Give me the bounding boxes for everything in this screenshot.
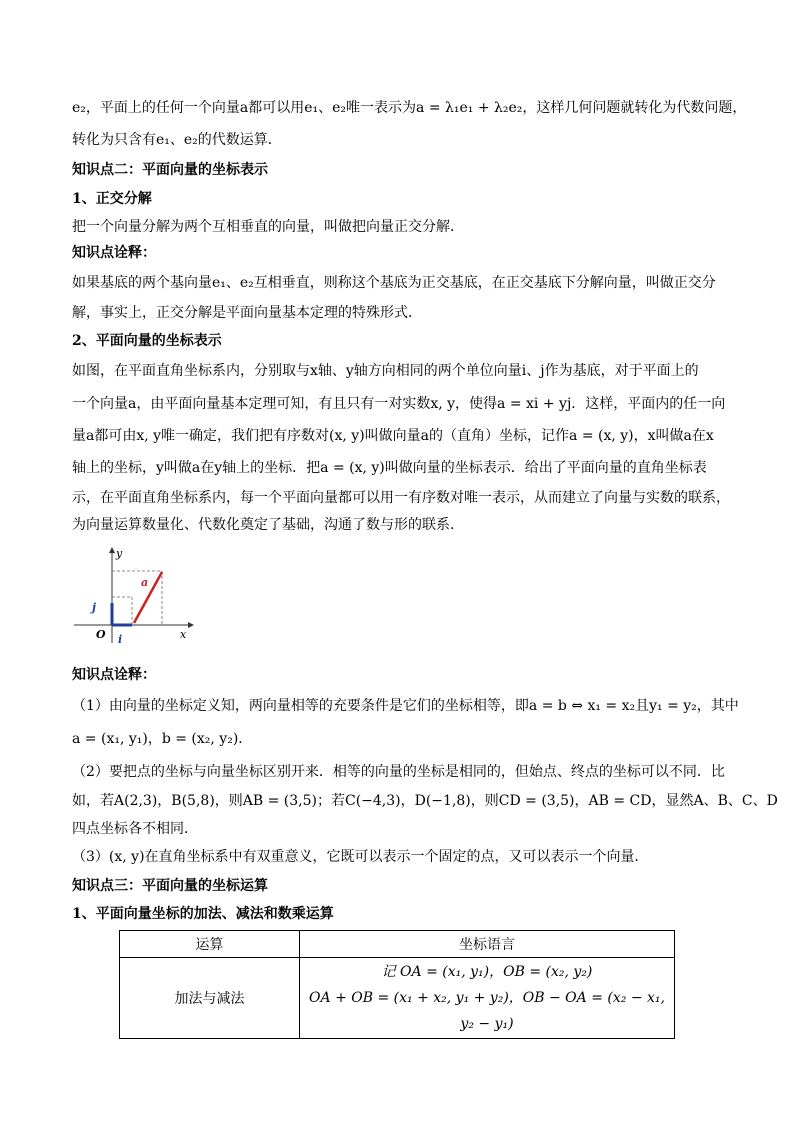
subsection-heading: 1、正交分解	[72, 191, 152, 207]
table-cell-formula	[300, 958, 675, 1039]
section-heading: 知识点三：平面向量的坐标运算	[72, 878, 268, 894]
paragraph-line: 解，事实上，正交分解是平面向量基本定理的特殊形式．	[72, 305, 422, 321]
formula-line: 记 OA = (x₁, y₁)，OB = (x₂, y₂)	[381, 964, 593, 980]
origin-label: O	[96, 628, 106, 641]
paragraph-line: 四点坐标各不相同．	[72, 821, 198, 837]
paragraph-line: 量a都可由x, y唯一确定，我们把有序数对(x, y)叫做向量a的（直角）坐标，记作a = (x, y)，x叫做a在x	[72, 428, 714, 444]
paragraph-line: （3）(x, y)在直角坐标系中有双重意义，它既可以表示一个固定的点，又可以表示一个向量．	[72, 849, 649, 865]
y-axis-arrow-icon	[109, 547, 115, 553]
note-heading: 知识点诠释：	[72, 245, 156, 261]
table-header-row	[120, 931, 675, 958]
coordinate-operations-table	[119, 930, 675, 1039]
paragraph-line: 如果基底的两个基向量e₁、e₂互相垂直，则称这个基底为正交基底，在正交基底下分解向量，叫做正交分	[72, 275, 716, 291]
y-axis-label: y	[116, 547, 123, 560]
paragraph-line: a = (x₁, y₁)，b = (x₂, y₂)．	[72, 731, 253, 747]
subsection-heading: 2、平面向量的坐标表示	[72, 333, 222, 349]
table-row	[120, 958, 675, 1039]
j-label: j	[92, 601, 96, 614]
paragraph-line: （1）由向量的坐标定义知，两向量相等的充要条件是它们的坐标相等，即a = b ⇔ x₁ = x₂且y₁ = y₂，其中	[72, 698, 739, 714]
vector-a-label: a	[141, 576, 149, 589]
paragraph-line: 示，在平面直角坐标系内，每一个平面向量都可以用一有序数对唯一表示，从而建立了向量与实数的联系，	[72, 490, 730, 506]
paragraph-line: 为向量运算数量化、代数化奠定了基础，沟通了数与形的联系．	[72, 517, 464, 533]
i-label: i	[118, 633, 123, 645]
formula-line: OA + OB = (x₁ + x₂, y₁ + y₂)，OB − OA = (x₂ − x₁, y₂ − y₁)	[309, 990, 665, 1032]
subsection-heading: 1、平面向量坐标的加法、减法和数乘运算	[72, 906, 334, 922]
paragraph-line: 一个向量a，由平面向量基本定理可知，有且只有一对实数x, y，使得a = xi + yj．这样，平面内的任一向	[72, 396, 726, 412]
table-header-cell: 坐标语言	[300, 931, 675, 958]
paragraph-line: 如图，在平面直角坐标系内，分别取与x轴、y轴方向相同的两个单位向量i、j作为基底，对于平面上的	[72, 363, 699, 379]
paragraph-line: 转化为只含有e₁、e₂的代数运算．	[72, 132, 282, 148]
paragraph-line: 轴上的坐标，y叫做a在y轴上的坐标．把a = (x, y)叫做向量的坐标表示．给出了平面向量的直角坐标表	[72, 460, 707, 476]
paragraph-line: 如，若A(2,3)，B(5,8)，则AB = (3,5)；若C(−4,3)，D(−1,8)，则CD = (3,5)，AB = CD，显然A、B、C、D	[72, 793, 778, 809]
paragraph-line: （2）要把点的坐标与向量坐标区别开来．相等的向量的坐标是相同的，但始点、终点的坐标可以不同．比	[72, 764, 725, 780]
table-header-cell: 运算	[120, 931, 300, 958]
paragraph-line: e₂，平面上的任何一个向量a都可以用e₁、e₂唯一表示为a = λ₁e₁ + λ₂e₂，这样几何问题就转化为代数问题，	[72, 100, 747, 116]
table-cell-operation: 加法与减法	[120, 958, 300, 1039]
paragraph-line: 把一个向量分解为两个互相垂直的向量，叫做把向量正交分解．	[72, 219, 464, 235]
note-heading: 知识点诠释：	[72, 667, 156, 683]
x-axis-label: x	[180, 628, 187, 641]
section-heading: 知识点二：平面向量的坐标表示	[72, 162, 268, 178]
coordinate-figure	[74, 545, 196, 645]
x-axis-arrow-icon	[188, 622, 194, 628]
